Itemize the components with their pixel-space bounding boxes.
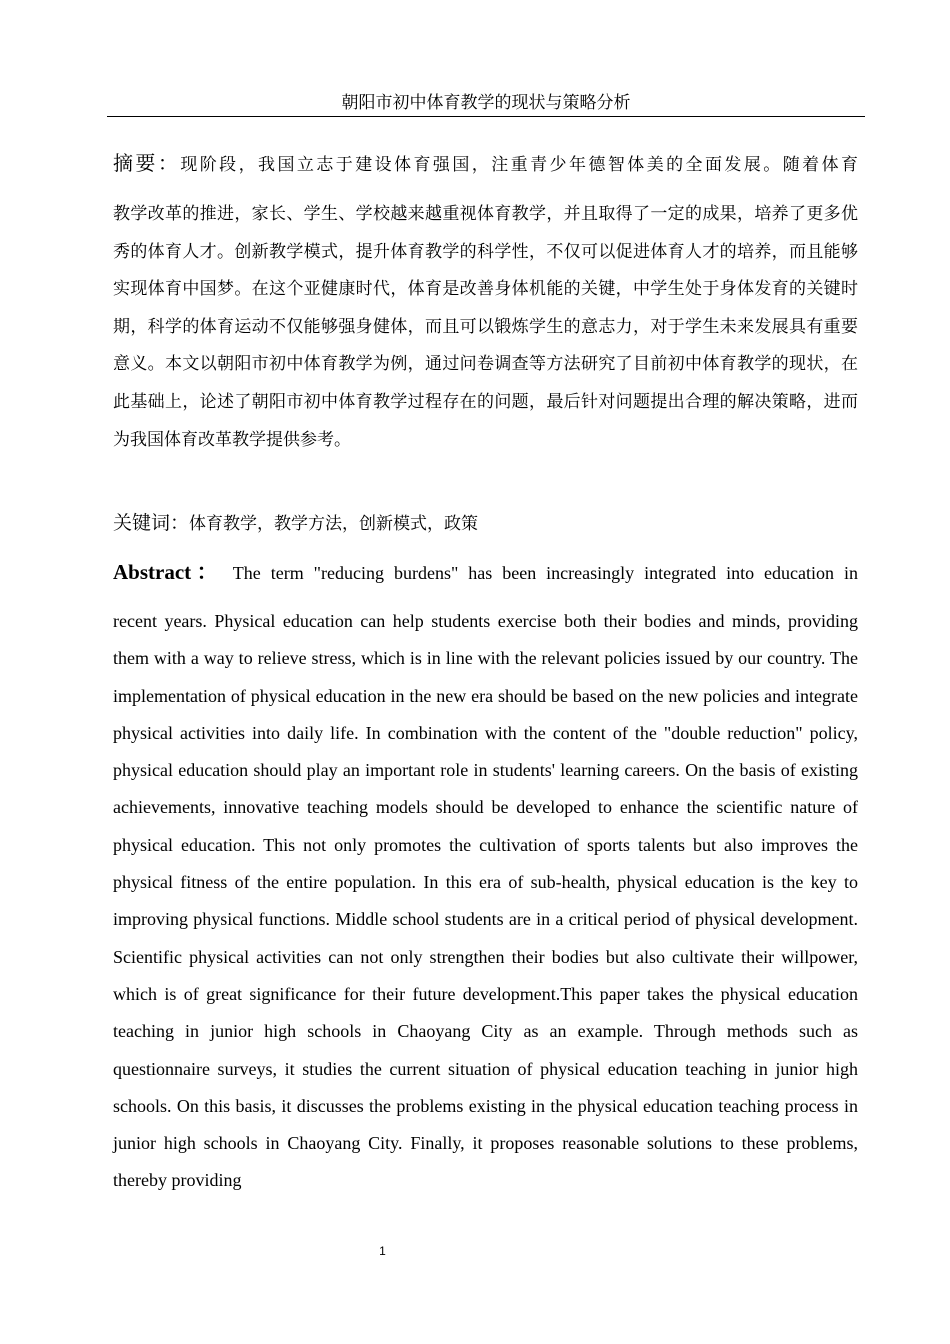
page-number: 1 [379, 1244, 386, 1258]
english-abstract-first-text: The term "reducing burdens" has been increasingly integrated into education in [232, 563, 858, 583]
keywords-label: 关键词： [113, 512, 190, 534]
keywords-text: 体育教学，教学方法，创新模式，政策 [189, 514, 479, 534]
running-header-title: 朝阳市初中体育教学的现状与策略分析 [107, 92, 865, 117]
chinese-keywords [113, 509, 858, 538]
english-abstract-body: recent years. Physical education can help students exercise both their bodies and minds, providing them with a way to relieve stress, which is in line with the relevant policies issued by our country. The implementation of physical education in the new era should be based on the new policies and integrate physical activities into daily life. In combination with the content of the "double reduction" policy, physical education should play an important role in students' learning careers. On the basis of existing achievements, innovative teaching models should be developed to enhance the scientific nature of physical education. This not only promotes the cultivation of sports talents but also improves the physical fitness of the entire population. In this era of sub-health, physical education is the key to improving physical functions. Middle school students are in a critical period of physical development. Scientific physical activities can not only strengthen their bodies but also cultivate their willpower, which is of great significance for their future development.This paper takes the physical education teaching in junior high schools in Chaoyang City as an example. Through methods such as questionnaire surveys, it studies the current situation of physical education teaching in junior high schools. On this basis, it discusses the problems existing in the physical education teaching process in junior high schools in Chaoyang City. Finally, it proposes reasonable solutions to these problems, thereby providing [113, 611, 858, 1191]
chinese-abstract-label: 摘要： [113, 151, 181, 175]
chinese-abstract-first-text: 现阶段，我国立志于建设体育强国，注重青少年德智体美的全面发展。随着体育 [180, 155, 859, 175]
english-abstract [113, 556, 858, 1200]
chinese-abstract-first-line [113, 146, 858, 183]
english-abstract-label: Abstract： [113, 560, 224, 584]
chinese-abstract [113, 146, 858, 459]
chinese-abstract-body: 教学改革的推进，家长、学生、学校越来越重视体育教学，并且取得了一定的成果，培养了更多优秀的体育人才。创新教学模式，提升体育教学的科学性，不仅可以促进体育人才的培养，而且能够实现体育中国梦。在这个亚健康时代，体育是改善身体机能的关键，中学生处于身体发育的关键时期，科学的体育运动不仅能够强身健体，而且可以锻炼学生的意志力，对于学生未来发展具有重要意义。本文以朝阳市初中体育教学为例，通过问卷调查等方法研究了目前初中体育教学的现状，在此基础上，论述了朝阳市初中体育教学过程存在的问题，最后针对问题提出合理的解决策略，进而为我国体育改革教学提供参考。 [113, 204, 858, 450]
english-abstract-first-line [113, 556, 858, 590]
